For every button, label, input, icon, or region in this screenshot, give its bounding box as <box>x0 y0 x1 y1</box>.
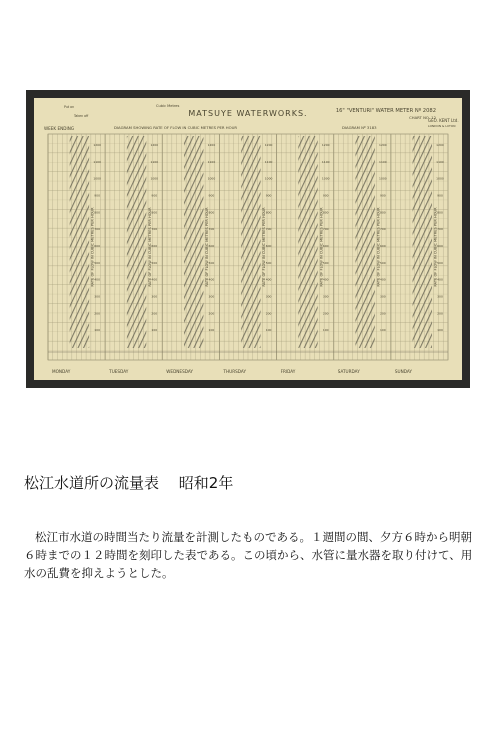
rate-tick-label: 1100 <box>321 159 330 164</box>
rate-tick-label: 600 <box>151 244 158 248</box>
rate-tick-label: 1000 <box>93 176 101 181</box>
document-body: 松江市水道の時間当たり流量を計測したものである。１週間の間、夕方６時から明朝６時までの１２時間を刻印した表である。この頃から、水管に量水器を取り付けて、用水の乱費を抑えようとした。 <box>24 530 473 580</box>
flow-chart-drawing <box>34 98 462 380</box>
rate-tick-label: 400 <box>379 277 386 282</box>
flow-trace-band <box>298 136 317 348</box>
rate-tick-label: 400 <box>437 277 443 282</box>
rate-tick-label: 500 <box>322 260 329 265</box>
rate-tick-label: 100 <box>437 328 443 333</box>
rate-axis-label: RATE OF FLOW IN CUBIC METRES PER HOUR <box>262 207 267 287</box>
rate-tick-label: 1100 <box>93 159 101 164</box>
rate-axis-label: RATE OF FLOW IN CUBIC METRES PER HOUR <box>376 207 381 287</box>
rate-tick-label: 1100 <box>436 159 444 164</box>
rate-tick-label: 800 <box>437 210 443 215</box>
rate-tick-label: 800 <box>322 210 329 215</box>
rate-tick-label: 300 <box>379 294 386 299</box>
maker-label: GEO. KENT Ltd. <box>428 118 459 123</box>
chart-photograph <box>26 90 470 388</box>
diagram-caption: DIAGRAM SHOWING RATE OF FLOW IN CUBIC METRES PER HOUR <box>114 125 238 130</box>
rate-tick-label: 700 <box>437 227 443 232</box>
rate-tick-label: 600 <box>265 244 272 248</box>
rate-tick-label: 1200 <box>207 143 216 147</box>
rate-tick-label: 1100 <box>379 159 387 164</box>
rate-tick-label: 500 <box>208 260 215 265</box>
rate-tick-label: 700 <box>94 227 101 232</box>
meter-label: 16" "VENTURI" WATER METER Nº 2082 <box>335 108 436 114</box>
rate-tick-label: 800 <box>379 210 386 215</box>
rate-tick-label: 300 <box>322 294 329 299</box>
rate-tick-label: 200 <box>265 311 272 316</box>
document-title: 松江水道所の流量表 昭和2年 <box>24 474 234 492</box>
rate-tick-label: 200 <box>208 311 215 316</box>
week-ending-label: WEEK ENDING <box>44 126 75 131</box>
rate-tick-label: 200 <box>437 311 443 316</box>
rate-tick-label: 800 <box>265 210 272 215</box>
day-label: SATURDAY <box>337 369 360 374</box>
day-label: MONDAY <box>52 369 71 374</box>
flow-trace-band <box>355 136 374 348</box>
day-label: WEDNESDAY <box>166 369 193 374</box>
rate-tick-label: 700 <box>322 227 329 232</box>
rate-tick-label: 1200 <box>436 143 444 147</box>
rate-tick-label: 400 <box>151 277 158 282</box>
day-label: TUESDAY <box>109 369 129 374</box>
rate-tick-label: 100 <box>151 328 158 333</box>
rate-tick-label: 300 <box>208 294 215 299</box>
rate-tick-label: 1200 <box>379 143 387 147</box>
rate-tick-label: 500 <box>265 260 272 265</box>
rate-tick-label: 900 <box>265 193 272 198</box>
rate-tick-label: 900 <box>437 193 443 198</box>
day-label: FRIDAY <box>280 369 296 374</box>
rate-tick-label: 100 <box>208 328 215 333</box>
rate-tick-label: 1200 <box>150 143 159 147</box>
put-on-label: Put on <box>64 105 75 109</box>
flow-trace-band <box>127 136 146 348</box>
rate-tick-label: 900 <box>379 193 386 198</box>
rate-tick-label: 100 <box>379 328 386 333</box>
flow-trace-band <box>184 136 203 348</box>
rate-tick-label: 300 <box>94 294 101 299</box>
rate-tick-label: 200 <box>151 311 158 316</box>
rate-tick-label: 400 <box>265 277 272 282</box>
flow-chart-paper <box>34 98 462 380</box>
rate-tick-label: 600 <box>94 244 101 248</box>
rate-tick-label: 1200 <box>321 143 330 147</box>
rate-tick-label: 600 <box>208 244 215 248</box>
rate-tick-label: 400 <box>208 277 215 282</box>
rate-tick-label: 600 <box>437 244 443 248</box>
rate-tick-label: 800 <box>208 210 215 215</box>
rate-tick-label: 800 <box>94 210 101 215</box>
taken-off-label: Taken off <box>74 114 89 118</box>
rate-tick-label: 1000 <box>264 176 273 181</box>
maker-city-label: LONDON & LUTON <box>428 124 456 128</box>
rate-tick-label: 900 <box>151 193 158 198</box>
rate-tick-label: 100 <box>322 328 329 333</box>
rate-tick-label: 1100 <box>264 159 273 164</box>
rate-tick-label: 1100 <box>150 159 159 164</box>
rate-tick-label: 800 <box>151 210 158 215</box>
day-label: SUNDAY <box>394 369 412 374</box>
rate-tick-label: 500 <box>437 260 443 265</box>
rate-tick-label: 1000 <box>379 176 387 181</box>
rate-tick-label: 600 <box>322 244 329 248</box>
rate-tick-label: 200 <box>322 311 329 316</box>
flow-trace-band <box>413 136 432 348</box>
rate-axis-label: RATE OF FLOW IN CUBIC METRES PER HOUR <box>433 207 438 287</box>
rate-axis-label: RATE OF FLOW IN CUBIC METRES PER HOUR <box>147 207 152 287</box>
rate-axis-label: RATE OF FLOW IN CUBIC METRES PER HOUR <box>319 207 324 287</box>
flow-trace-band <box>70 136 89 348</box>
rate-tick-label: 900 <box>94 193 101 198</box>
rate-tick-label: 400 <box>94 277 101 282</box>
rate-tick-label: 400 <box>322 277 329 282</box>
rate-tick-label: 600 <box>379 244 386 248</box>
rate-axis-label: RATE OF FLOW IN CUBIC METRES PER HOUR <box>205 207 209 287</box>
rate-tick-label: 700 <box>265 227 272 232</box>
day-label: THURSDAY <box>223 369 247 374</box>
rate-tick-label: 100 <box>94 328 101 333</box>
rate-tick-label: 700 <box>379 227 386 232</box>
diagram-number: DIAGRAM Nº 3183 <box>342 125 377 130</box>
rate-tick-label: 900 <box>322 193 329 198</box>
rate-tick-label: 1000 <box>150 176 159 181</box>
rate-tick-label: 1200 <box>264 143 273 147</box>
rate-tick-label: 900 <box>208 193 215 198</box>
rate-tick-label: 300 <box>437 294 443 299</box>
rate-tick-label: 300 <box>265 294 272 299</box>
rate-tick-label: 700 <box>208 227 215 232</box>
rate-tick-label: 1200 <box>93 143 101 147</box>
flow-trace-band <box>241 136 260 348</box>
rate-axis-label: RATE OF FLOW IN CUBIC METRES PER HOUR <box>90 207 95 287</box>
rate-tick-label: 700 <box>151 227 158 232</box>
cubic-metres-label: Cubic Metres <box>156 104 180 108</box>
rate-tick-label: 500 <box>151 260 158 265</box>
rate-tick-label: 500 <box>94 260 101 265</box>
rate-tick-label: 500 <box>379 260 386 265</box>
rate-tick-label: 1000 <box>207 176 216 181</box>
company-name: MATSUYE WATERWORKS. <box>188 109 308 118</box>
rate-tick-label: 1000 <box>436 176 444 181</box>
rate-tick-label: 300 <box>151 294 158 299</box>
rate-tick-label: 200 <box>94 311 101 316</box>
rate-tick-label: 1000 <box>321 176 330 181</box>
rate-tick-label: 200 <box>379 311 386 316</box>
rate-tick-label: 100 <box>265 328 272 333</box>
rate-tick-label: 1100 <box>207 159 216 164</box>
chart-number: CHART NO. 12 <box>409 115 436 120</box>
